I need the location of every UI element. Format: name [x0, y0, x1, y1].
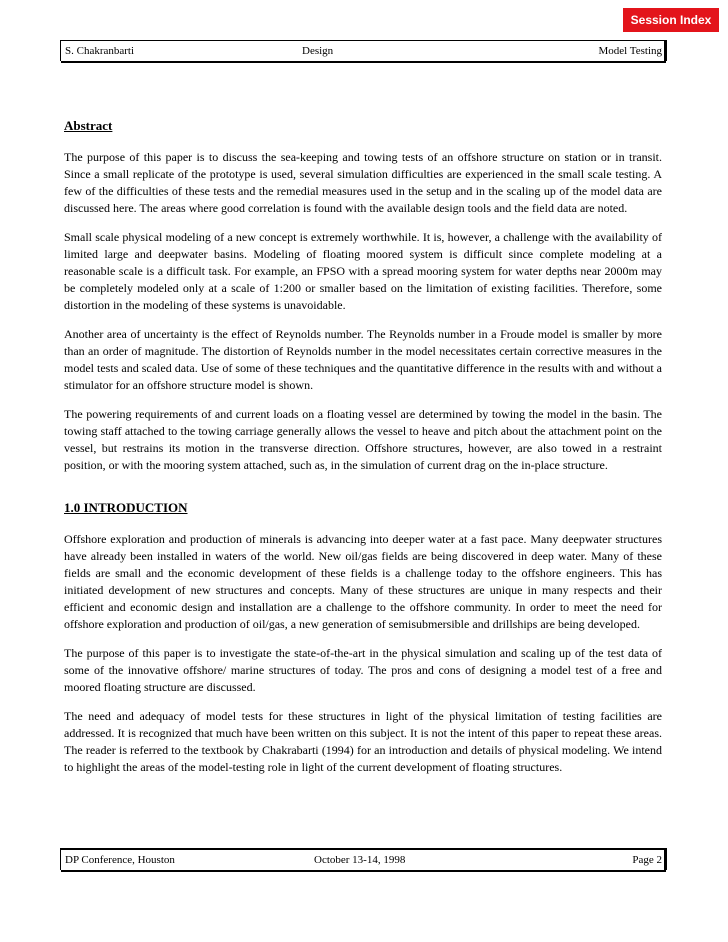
abstract-paragraph: The powering requirements of and current loads on a floating vessel are determined by towing the model in the basin. The towing staff attached to the towing carriage generally allows the vessel to heave and pitch about the attachment point on the vessel, but restrains its motion in the transverse direction. Offshore structures, however, are also towed in a restraint position, or with the mooring system attached, such as, in the simulation of current drag on the in-place structure. [64, 407, 662, 472]
abstract-paragraph: Small scale physical modeling of a new concept is extremely worthwhile. It is, however, a challenge with the availability of limited large and deepwater basins. Modeling of floating moored system is difficult since complete modeling at a reasonable scale is a difficult task. For example, an FPSO with a spread mooring system for water depths near 2000m may be completely modeled only at a scale of 1:200 or smaller based on the limitation of existing facilities. Therefore, some distortion in the modeling of these systems is unavoidable. [64, 230, 662, 312]
abstract-paragraph: The purpose of this paper is to discuss the sea-keeping and towing tests of an offshore structure on station or in transit. Since a small replicate of the prototype is used, several simulation difficulties are experienced in the small scale testing. A few of the difficulties of these tests and the remedial measures used in the setup and in the scaling up of the model data are discussed here. The areas where good correlation is found with the available design tools and the field data are noted. [64, 150, 662, 215]
footer-date: October 13-14, 1998 [314, 854, 406, 866]
header-author: S. Chakranbarti [65, 45, 135, 57]
header-section: Model Testing [598, 45, 662, 57]
abstract-paragraph: Another area of uncertainty is the effect of Reynolds number. The Reynolds number in a Froude model is smaller by more than an order of magnitude. The distortion of Reynolds number in the model necessitates certain corrective measures in the model tests and scaled data. Use of some of these techniques and the quantitative difference in the results with and without a stimulator for an offshore structure model is shown. [64, 327, 662, 392]
introduction-paragraph: The purpose of this paper is to investigate the state-of-the-art in the physical simulation and scaling up of the test data of some of the innovative offshore/ marine structures of today. The pros and cons of designing a model test of a free and moored floating structure are discussed. [64, 646, 662, 694]
session-index-button[interactable]: Session Index [623, 8, 719, 32]
page-header [60, 40, 665, 61]
footer-page-number: Page 2 [632, 854, 662, 866]
page-footer [60, 848, 665, 870]
header-topic: Design [302, 45, 334, 57]
abstract-heading: Abstract [64, 118, 113, 133]
introduction-paragraph: The need and adequacy of model tests for these structures in light of the physical limitation of testing facilities are addressed. It is recognized that much have been written on this subject. It is not the intent of this paper to repeat these areas. The reader is referred to the textbook by Chakrabarti (1994) for an introduction and details of physical modeling. We intend to highlight the areas of the model-testing role in light of the current development of floating structures. [64, 709, 662, 774]
introduction-heading: 1.0 INTRODUCTION [64, 500, 188, 515]
footer-conference: DP Conference, Houston [65, 854, 175, 866]
introduction-paragraph: Offshore exploration and production of minerals is advancing into deeper water at a fast pace. Many deepwater structures have already been installed in waters of the world. New oil/gas fields are being discovered in deep water. Many of these fields are small and the economic development of these fields is a challenge today to the offshore engineers. This has initiated development of new structures and concepts. Many of these structures are unique in many respects and their efficient and economic design and installation are a challenge to the offshore community. In order to meet the need for offshore exploration and production of oil/gas, a new generation of semisubmersible and drillships are being developed. [64, 532, 662, 631]
document-body [64, 116, 662, 788]
